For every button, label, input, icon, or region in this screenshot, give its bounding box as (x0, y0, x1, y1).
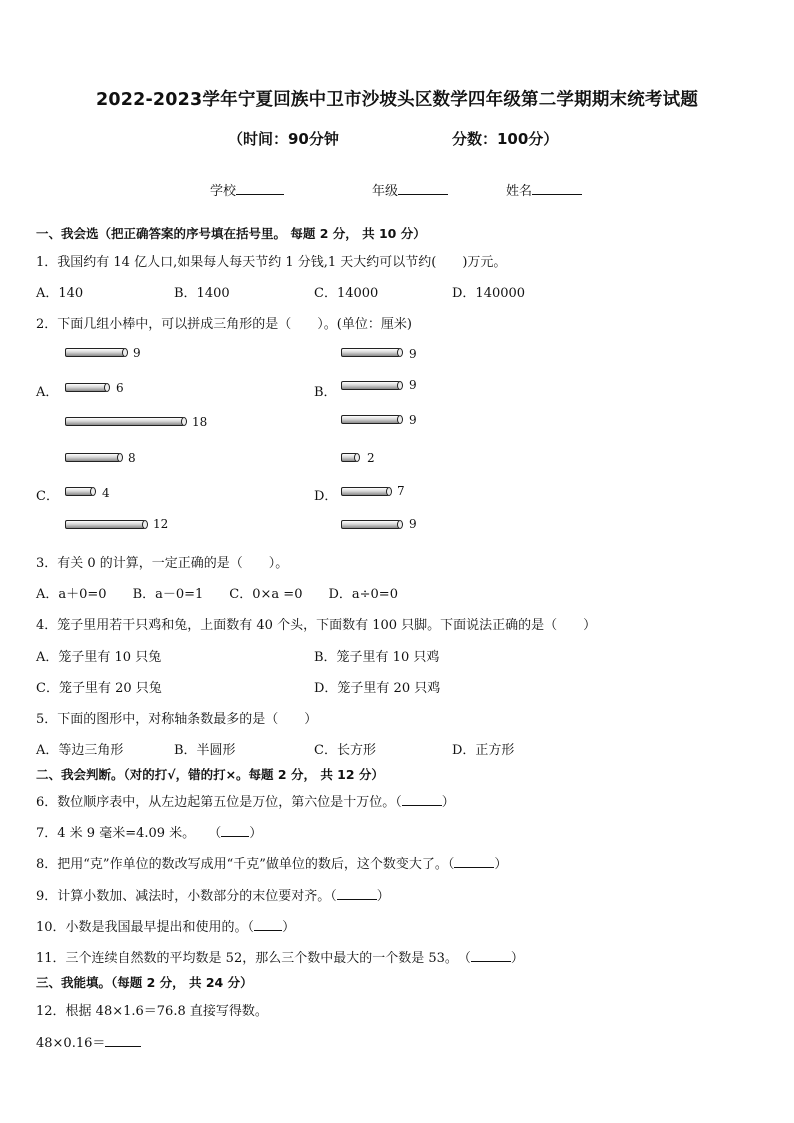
stick-d3 (341, 520, 400, 529)
question-8: 8．把用“克”作单位的数改写成用“千克”做单位的数后，这个数变大了。（ ） (36, 857, 508, 872)
q1-option-b[interactable]: B．1400 (174, 286, 230, 301)
stick-d2 (341, 487, 389, 496)
stick-c2 (65, 487, 93, 496)
q4-option-a[interactable]: A．笼子里有 10 只兔 (36, 650, 162, 665)
section-3-heading: 三、我能填。（每题 2 分， 共 24 分） (36, 975, 253, 990)
answer-blank-6[interactable] (402, 805, 442, 806)
question-7-stem: 7．4 米 9 毫米=4.09 米。 (36, 826, 189, 841)
question-9: 9．计算小数加、减法时，小数部分的末位要对齐。（ ） (36, 889, 390, 904)
grade-blank[interactable] (398, 194, 448, 195)
q4-option-d[interactable]: D．笼子里有 20 只鸡 (314, 681, 441, 696)
name-label: 姓名 (506, 184, 533, 199)
stick-b3 (341, 415, 400, 424)
q4-option-b[interactable]: B．笼子里有 10 只鸡 (314, 650, 440, 665)
name-blank[interactable] (532, 194, 582, 195)
exam-time: （时间：90分钟 (228, 130, 339, 148)
stick-c2-length: 4 (102, 486, 110, 500)
school-blank[interactable] (236, 194, 284, 195)
stick-a1-length: 9 (133, 346, 141, 360)
section-2-heading: 二、我会判断。（对的打√，错的打×。每题 2 分， 共 12 分） (36, 767, 384, 782)
question-12-expression: 48×0.16＝ (36, 1036, 106, 1051)
question-2-stem: 2．下面几组小棒中，可以拼成三角形的是（ ）。(单位：厘米) (36, 317, 412, 332)
q2-option-c-label[interactable]: C． (36, 489, 59, 504)
stick-a1 (65, 348, 125, 357)
stick-b2-length: 9 (409, 378, 417, 392)
name-field (506, 180, 582, 199)
answer-blank-10[interactable] (254, 930, 282, 931)
question-10: 10．小数是我国最早提出和使用的。（ ） (36, 920, 296, 935)
question-6: 6．数位顺序表中，从左边起第五位是万位，第六位是十万位。（ ） (36, 795, 455, 810)
q5-option-d[interactable]: D．正方形 (452, 743, 515, 758)
grade-label: 年级 (372, 184, 399, 199)
question-4-stem: 4．笼子里用若干只鸡和兔，上面数有 40 个头，下面数有 100 只脚。下面说法正确的是（ ） (36, 618, 597, 633)
question-11-stem: 11．三个连续自然数的平均数是 52，那么三个数中最大的一个数是 53。 (36, 951, 452, 966)
stick-a2-length: 6 (116, 381, 124, 395)
answer-blank-12[interactable] (105, 1046, 141, 1047)
stick-c3 (65, 520, 145, 529)
question-8-stem: 8．把用“克”作单位的数改写成用“千克”做单位的数后，这个数变大了。 (36, 857, 448, 872)
school-label: 学校 (210, 184, 237, 199)
stick-a3 (65, 417, 184, 426)
q2-option-a-label[interactable]: A． (36, 385, 59, 400)
q1-option-c[interactable]: C．14000 (314, 286, 379, 301)
stick-b1 (341, 348, 400, 357)
stick-b3-length: 9 (409, 413, 417, 427)
stick-d1-length: 2 (367, 451, 375, 465)
q2-option-b-label[interactable]: B． (314, 385, 337, 400)
stick-c1-length: 8 (128, 451, 136, 465)
q1-option-d[interactable]: D．140000 (452, 286, 526, 301)
grade-field (372, 180, 448, 199)
question-5-stem: 5．下面的图形中，对称轴条数最多的是（ ） (36, 712, 318, 727)
q3-options[interactable]: A．a＋0=0 B．a－0=1 C．0×a =0 D．a÷0=0 (36, 587, 398, 602)
answer-blank-11[interactable] (471, 961, 511, 962)
stick-a2 (65, 383, 107, 392)
question-9-stem: 9．计算小数加、减法时，小数部分的末位要对齐。 (36, 889, 331, 904)
school-field (210, 180, 284, 199)
question-3-stem: 3．有关 0 的计算，一定正确的是（ ）。 (36, 556, 289, 571)
q4-option-c[interactable]: C．笼子里有 20 只兔 (36, 681, 162, 696)
stick-b1-length: 9 (409, 347, 417, 361)
question-12-item (36, 1032, 141, 1051)
stick-a3-length: 18 (192, 415, 208, 429)
answer-blank-9[interactable] (337, 899, 377, 900)
exam-score: 分数：100分） (452, 130, 559, 148)
q5-option-a[interactable]: A．等边三角形 (36, 743, 124, 758)
stick-d1 (341, 453, 357, 462)
stick-c1 (65, 453, 120, 462)
q1-option-a[interactable]: A．140 (36, 286, 84, 301)
question-11: 11．三个连续自然数的平均数是 52，那么三个数中最大的一个数是 53。 （ ） (36, 951, 524, 966)
stick-d3-length: 9 (409, 517, 417, 531)
exam-title: 2022-2023学年宁夏回族中卫市沙坡头区数学四年级第二学期期末统考试题 (95, 90, 699, 110)
stick-d2-length: 7 (397, 484, 405, 498)
section-1-heading: 一、我会选（把正确答案的序号填在括号里。 每题 2 分， 共 10 分） (36, 226, 426, 241)
question-6-stem: 6．数位顺序表中，从左边起第五位是万位，第六位是十万位。 (36, 795, 396, 810)
answer-blank-7[interactable] (221, 836, 249, 837)
question-12-stem: 12．根据 48×1.6＝76.8 直接写得数。 (36, 1004, 268, 1019)
q5-option-c[interactable]: C．长方形 (314, 743, 376, 758)
question-7: 7．4 米 9 毫米=4.09 米。 （ ） (36, 826, 263, 841)
question-1-stem: 1．我国约有 14 亿人口,如果每人每天节约 1 分钱,1 天大约可以节约( )万元。 (36, 255, 507, 270)
q5-option-b[interactable]: B．半圆形 (174, 743, 236, 758)
q2-option-d-label[interactable]: D． (314, 489, 338, 504)
stick-b2 (341, 381, 400, 390)
stick-c3-length: 12 (153, 517, 169, 531)
answer-blank-8[interactable] (454, 867, 494, 868)
question-10-stem: 10．小数是我国最早提出和使用的。 (36, 920, 248, 935)
